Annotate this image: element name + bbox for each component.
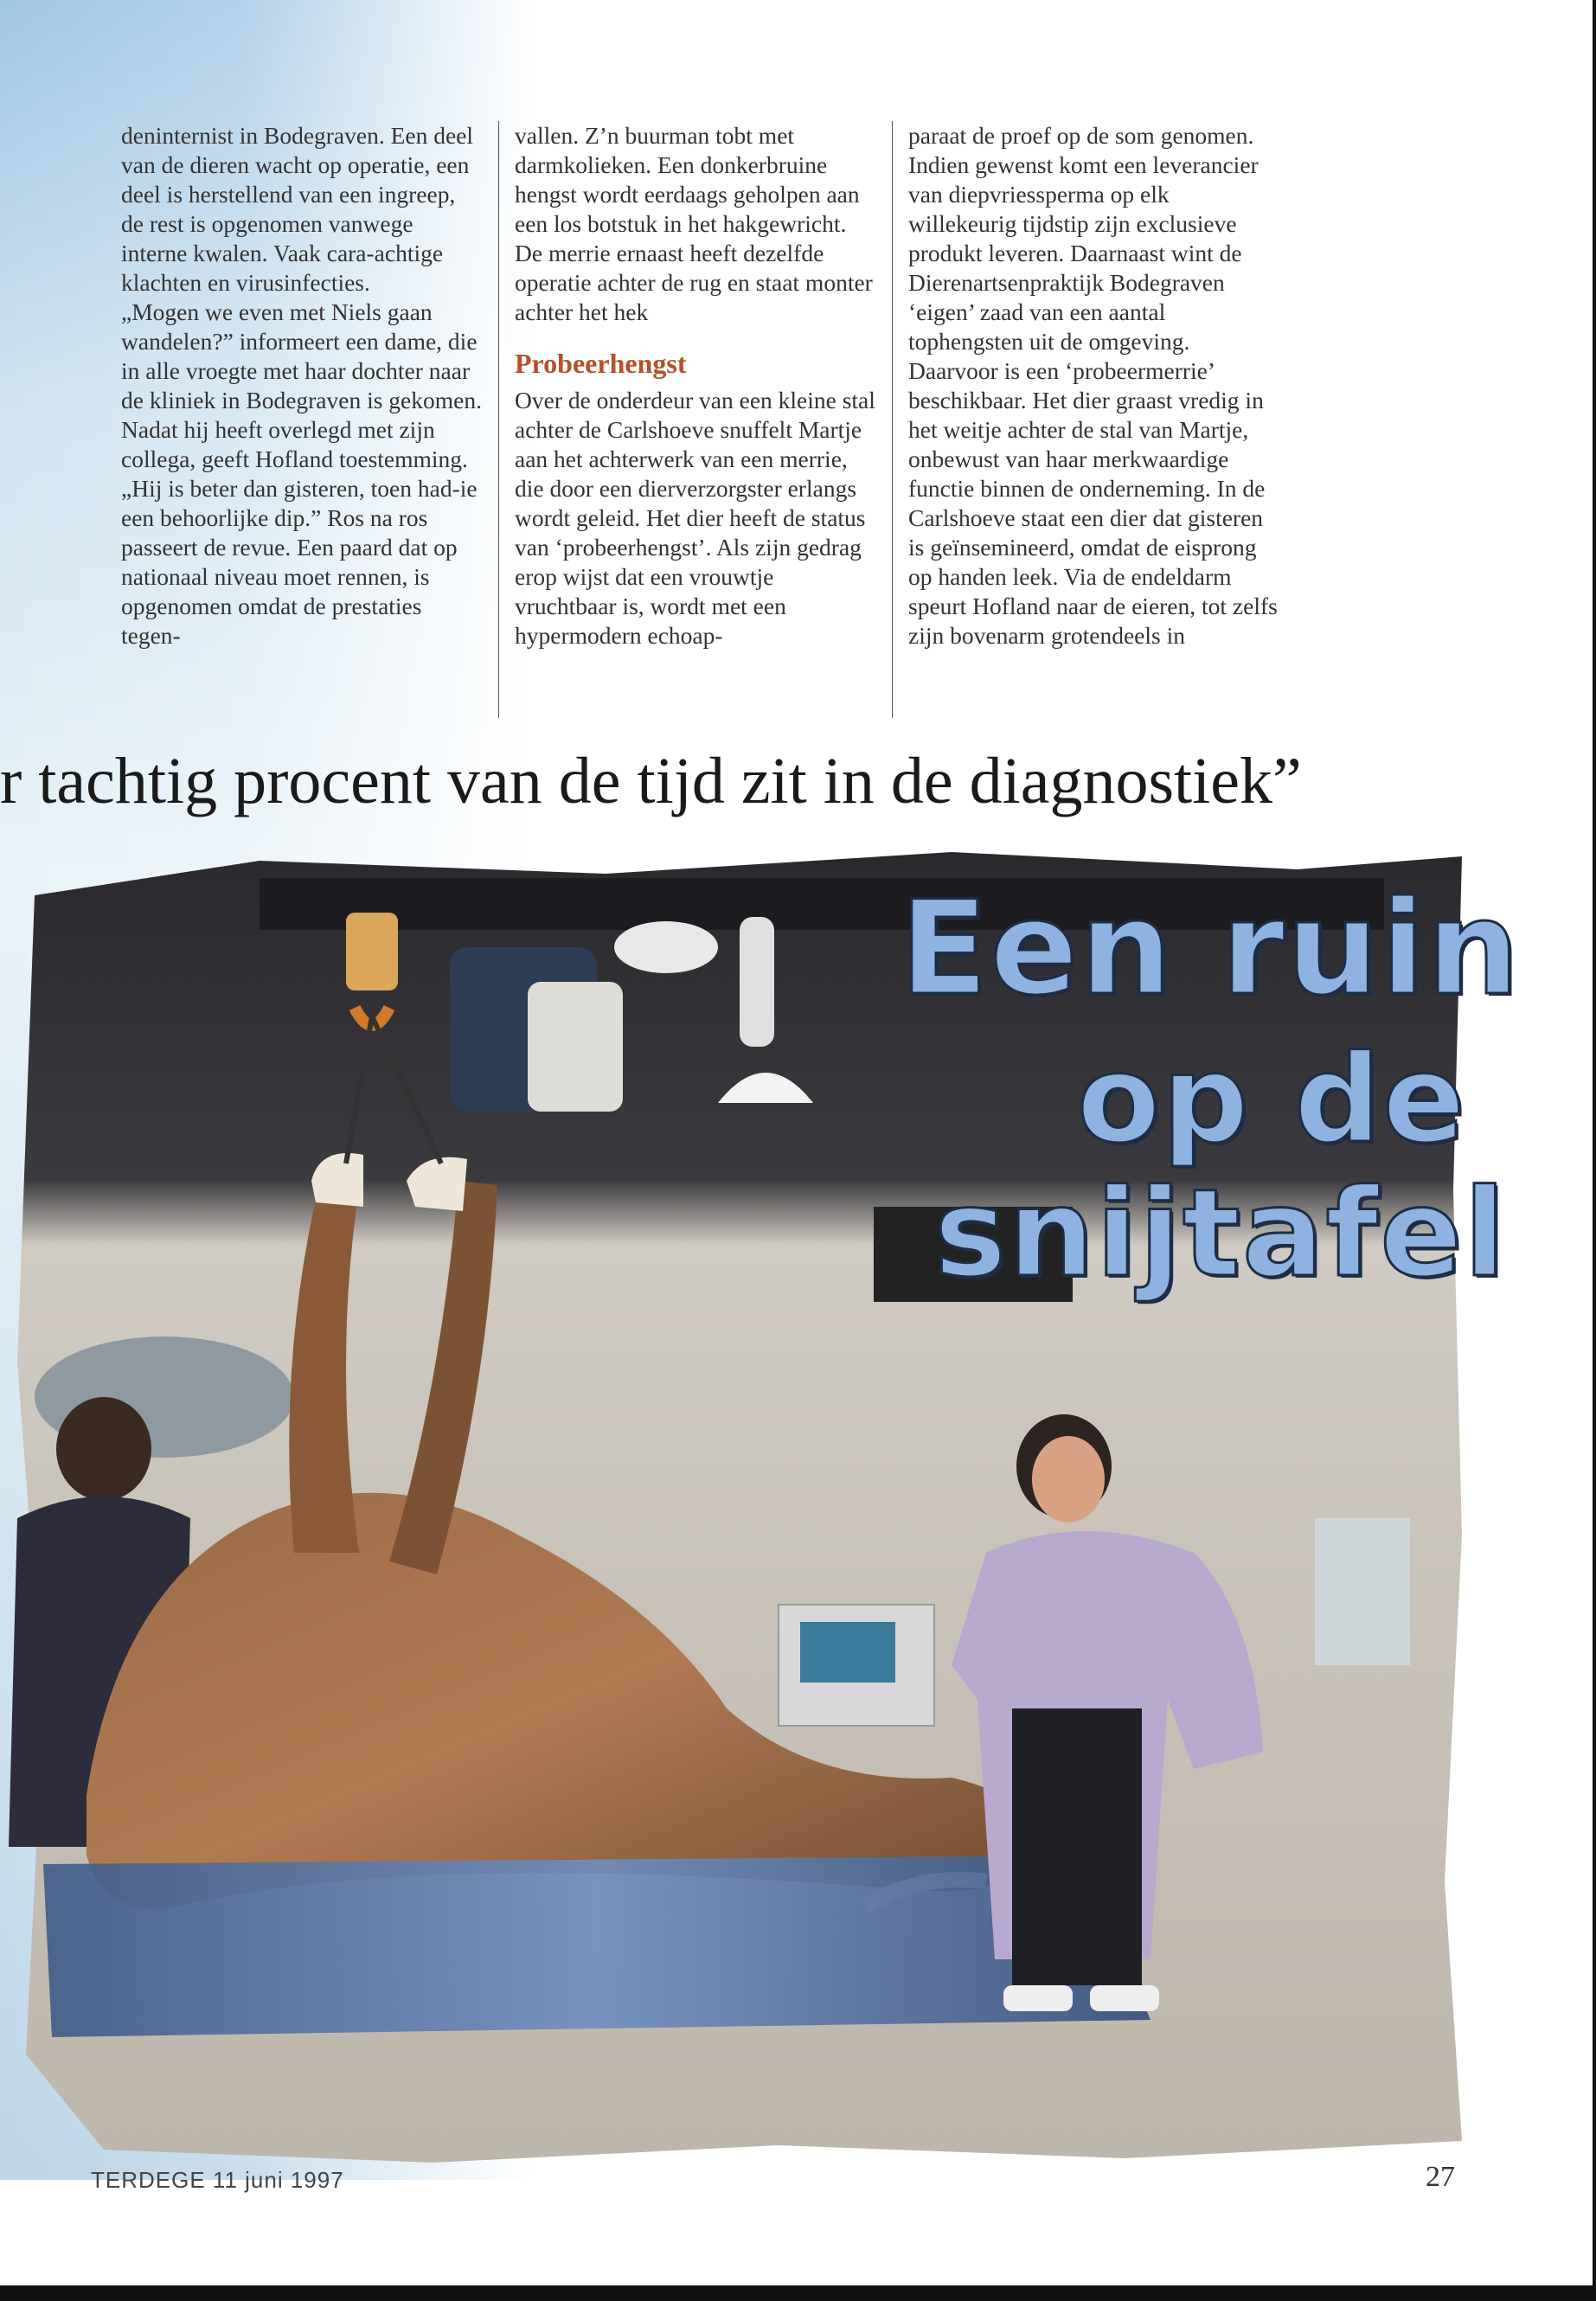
subheading: Probeerhengst bbox=[515, 348, 687, 379]
footer-credit bbox=[91, 2167, 344, 2194]
headline-line-1: Een ruin bbox=[900, 874, 1522, 1024]
paragraph: deninternist in Bodegraven. Een deel van de dieren wacht op operatie, een deel is herstellend van een ingreep, de rest is opgenomen vanwege interne kwalen. Vaak cara-achtige klachten en virusinfecties. bbox=[121, 122, 474, 296]
column-3 bbox=[908, 121, 1280, 651]
magazine-name: TERDEGE bbox=[91, 2167, 206, 2193]
paragraph: vallen. Z’n buurman tobt met darmkolieken. Een donkerbruine hengst wordt eerdaags geholpen aan een los botstuk in het hakgewricht. De merrie ernaast heeft dezelfde operatie achter de rug en staat monter achter het hek bbox=[515, 122, 873, 325]
headline-line-2: op de bbox=[1077, 1029, 1467, 1170]
page-edge-right bbox=[1593, 0, 1596, 2301]
paragraph: „Mogen we even met Niels gaan wandelen?” informeert een dame, die in alle vroegte met haar dochter naar de kliniek in Bodegraven is gekomen. Nadat hij heeft overlegd met zijn collega, geeft Hofland toestemming. bbox=[121, 298, 482, 472]
column-rule bbox=[892, 121, 893, 718]
issue-date: 11 juni 1997 bbox=[212, 2167, 344, 2193]
paragraph: „Hij is beter dan gisteren, toen had-ie een behoorlijke dip.” Ros na ros passeert de revue. Een paard dat op nationaal niveau moet rennen, is opgenomen omdat de prestaties tegen- bbox=[121, 475, 478, 649]
pull-quote: r tachtig procent van de tijd zit in de diagnostiek” bbox=[0, 745, 1302, 817]
column-2 bbox=[515, 121, 876, 651]
page-number: 27 bbox=[1426, 2161, 1455, 2193]
page-edge-bottom bbox=[0, 2285, 1596, 2301]
paragraph: Over de onderdeur van een kleine stal achter de Carlshoeve snuffelt Martje aan het achterwerk van een merrie, die door een dierverzorgster erlangs wordt geleid. Het dier heeft de status van ‘probeerhengst’. Als zijn gedrag erop wijst dat een vrouwtje vruchtbaar is, wordt met een hypermodern echoap- bbox=[515, 387, 875, 649]
column-1 bbox=[121, 121, 483, 651]
article-columns bbox=[121, 121, 1280, 727]
headline-line-3: snijtafel bbox=[934, 1163, 1508, 1304]
paragraph: paraat de proef op de som genomen. Indien gewenst komt een leverancier van diepvriessperma op elk willekeurig tijdstip zijn exclusieve produkt leveren. Daarnaast wint de Dierenartsenpraktijk Bodegraven ‘eigen’ zaad van een aantal tophengsten uit de omgeving. Daarvoor is een ‘probeermerrie’ beschikbaar. Het dier graast vredig in het weitje achter de stal van Martje, onbewust van haar merkwaardige functie binnen de onderneming. In de Carlshoeve staat een dier dat gisteren is geïnsemineerd, omdat de eisprong op handen leek. Via de endeldarm speurt Hofland naar de eieren, tot zelfs zijn bovenarm grotendeels in bbox=[908, 122, 1278, 649]
column-rule bbox=[498, 121, 499, 718]
